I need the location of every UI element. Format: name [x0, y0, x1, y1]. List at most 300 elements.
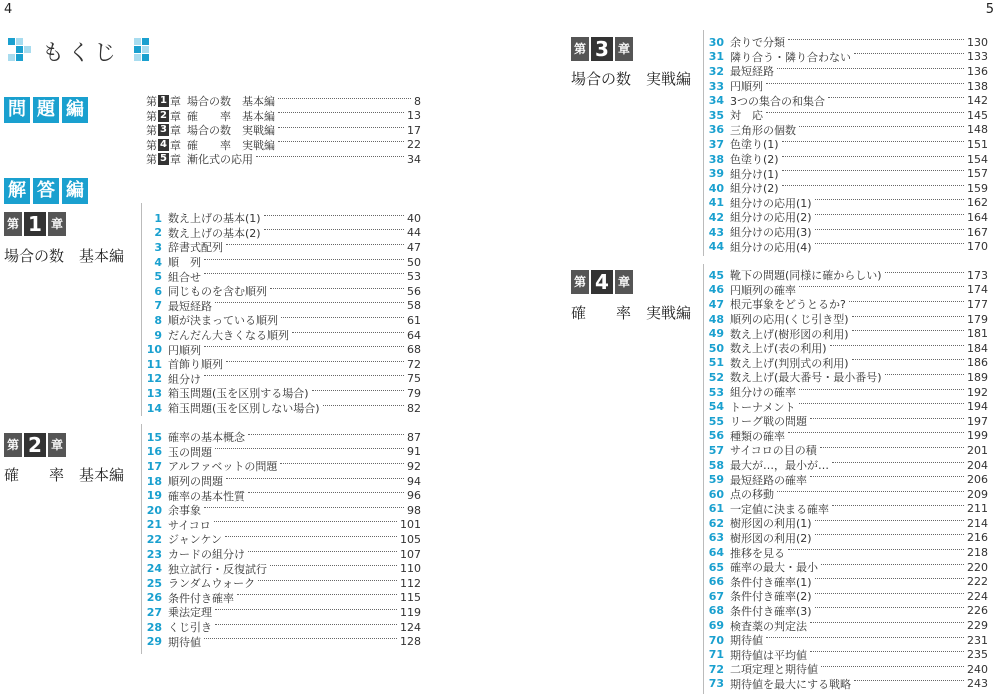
entry-number: 33	[708, 79, 724, 93]
entry-title: 場合の数 基本編	[186, 95, 275, 109]
entry-page: 58	[407, 299, 421, 313]
toc-entry[interactable]	[702, 545, 988, 560]
chapter-2-list	[140, 430, 421, 649]
entry-number: 55	[708, 414, 724, 428]
toc-entry[interactable]	[140, 547, 421, 562]
chapter-prefix: 第	[4, 433, 22, 457]
entry-title: くじ引き	[168, 621, 212, 635]
entry-number: 27	[146, 605, 162, 619]
entry-page: 154	[967, 152, 988, 166]
entry-page: 130	[967, 35, 988, 49]
chapter-prefix: 第	[571, 37, 589, 61]
entry-page: 229	[967, 619, 988, 633]
toc-entry[interactable]	[702, 560, 988, 575]
entry-page: 145	[967, 108, 988, 122]
entry-page: 50	[407, 255, 421, 269]
entry-number: 57	[708, 443, 724, 457]
toc-entry[interactable]	[702, 574, 988, 589]
leader-dots	[256, 156, 404, 157]
entry-title: 期待値	[168, 635, 201, 649]
toc-entry[interactable]	[702, 385, 988, 400]
entry-page: 201	[967, 443, 988, 457]
entry-page: 91	[407, 445, 421, 459]
chapter-suffix: 章	[615, 270, 633, 294]
toc-entry[interactable]	[140, 488, 421, 503]
toc-entry[interactable]	[140, 211, 421, 226]
chapter-suffix: 章	[48, 433, 66, 457]
entry-page: 124	[400, 620, 421, 634]
leader-dots	[815, 520, 964, 521]
entry-title: 点の移動	[730, 488, 774, 502]
leader-dots	[815, 199, 964, 200]
entry-page: 79	[407, 386, 421, 400]
entry-title: 数え上げ(判別式の利用)	[730, 356, 849, 370]
toc-entry[interactable]	[146, 138, 421, 153]
toc-entry[interactable]	[702, 589, 988, 604]
toc-entry[interactable]	[702, 531, 988, 546]
mondai-char-3: 編	[62, 97, 88, 123]
page-number-left: 4	[4, 2, 13, 17]
mondai-list	[146, 94, 421, 167]
leader-dots	[225, 536, 397, 537]
toc-entry[interactable]	[702, 283, 988, 298]
chapter-number: 4	[160, 138, 167, 150]
entry-page: 112	[400, 576, 421, 590]
entry-title: サイコロ	[168, 518, 211, 532]
leader-dots	[237, 594, 397, 595]
entry-page: 115	[400, 591, 421, 605]
chapter-prefix: 第	[571, 270, 589, 294]
entry-page: 94	[407, 474, 421, 488]
chapter-3-list	[702, 35, 988, 254]
entry-number: 19	[146, 489, 162, 503]
toc-entry[interactable]	[140, 255, 421, 270]
leader-dots	[815, 578, 964, 579]
entry-title: 三角形の個数	[730, 123, 796, 137]
toc-entry[interactable]	[702, 356, 988, 371]
entry-title: 検査薬の判定法	[730, 619, 807, 633]
entry-number: 3	[154, 240, 162, 254]
toc-entry[interactable]	[702, 502, 988, 517]
toc-entry[interactable]	[702, 137, 988, 152]
toc-entry[interactable]	[702, 341, 988, 356]
leader-dots	[215, 448, 404, 449]
entry-page: 105	[400, 532, 421, 546]
toc-entry[interactable]	[140, 313, 421, 328]
entry-title: 箱玉問題(玉を区別しない場合)	[168, 402, 320, 416]
entry-number: 46	[708, 283, 724, 297]
entry-page: 82	[407, 401, 421, 415]
mondai-char-1: 問	[4, 97, 30, 123]
entry-title: 組分けの応用(4)	[730, 240, 812, 254]
entry-title: リーグ戦の問題	[730, 415, 807, 429]
leader-dots	[312, 390, 404, 391]
entry-number: 10	[146, 343, 162, 357]
toc-entry[interactable]	[140, 372, 421, 387]
toc-entry[interactable]	[702, 239, 988, 254]
leader-dots	[828, 97, 964, 98]
leader-dots	[204, 638, 397, 639]
leader-dots	[830, 345, 964, 346]
toc-entry[interactable]	[702, 662, 988, 677]
entry-number: 23	[146, 547, 162, 561]
toc-entry[interactable]	[702, 64, 988, 79]
toc-entry[interactable]	[702, 196, 988, 211]
toc-entry[interactable]	[702, 50, 988, 65]
toc-entry[interactable]	[140, 634, 421, 649]
entry-title: 靴下の問題(同様に確からしい)	[730, 269, 882, 283]
entry-title: 推移を見る	[730, 546, 785, 560]
toc-entry[interactable]	[702, 268, 988, 283]
entry-page: 142	[967, 94, 988, 108]
leader-dots	[810, 651, 964, 652]
entry-title: カードの組分け	[168, 548, 245, 562]
toc-entry[interactable]	[702, 297, 988, 312]
chapter-number: 3	[160, 124, 167, 136]
entry-page: 209	[967, 487, 988, 501]
leader-dots	[782, 141, 964, 142]
entry-title: 種類の確率	[730, 429, 785, 443]
entry-page: 56	[407, 284, 421, 298]
entry-title: 円順列	[730, 80, 763, 94]
toc-entry[interactable]	[140, 518, 421, 533]
chapter-2-badge	[4, 433, 66, 457]
toc-entry[interactable]	[140, 284, 421, 299]
entry-page: 61	[407, 313, 421, 327]
toc-entry[interactable]	[140, 328, 421, 343]
entry-page: 192	[967, 385, 988, 399]
entry-number: 39	[708, 167, 724, 181]
entry-page: 64	[407, 328, 421, 342]
toc-entry[interactable]	[702, 633, 988, 648]
entry-number: 18	[146, 474, 162, 488]
toc-entry[interactable]	[702, 152, 988, 167]
chapter-2-name: 確 率 基本編	[4, 466, 125, 484]
entry-page: 75	[407, 372, 421, 386]
entry-page: 184	[967, 341, 988, 355]
entry-number: 35	[708, 108, 724, 122]
entry-number: 31	[708, 50, 724, 64]
entry-page: 189	[967, 370, 988, 384]
entry-page: 72	[407, 357, 421, 371]
kaitou-char-1: 解	[4, 178, 30, 204]
toc-entry[interactable]	[702, 326, 988, 341]
leader-dots	[264, 229, 404, 230]
toc-entry[interactable]	[140, 342, 421, 357]
chapter-suffix: 章	[48, 212, 66, 236]
toc-entry[interactable]	[140, 386, 421, 401]
entry-page: 173	[967, 268, 988, 282]
leader-dots	[821, 564, 964, 565]
entry-number: 12	[146, 372, 162, 386]
entry-title: 樹形図の利用(2)	[730, 531, 812, 545]
toc-entry[interactable]	[140, 401, 421, 416]
page-number-right: 5	[985, 2, 994, 17]
chapter-3-name: 場合の数 実戦編	[571, 70, 692, 88]
leader-dots	[280, 463, 404, 464]
toc-entry[interactable]	[702, 370, 988, 385]
toc-entry[interactable]	[702, 458, 988, 473]
entry-page: 138	[967, 79, 988, 93]
entry-number: 66	[708, 575, 724, 589]
entry-title: 期待値	[730, 634, 763, 648]
entry-title: 色塗り(1)	[730, 138, 779, 152]
chapter-number: 2	[160, 109, 167, 121]
entry-page: 110	[400, 562, 421, 576]
entry-page: 216	[967, 531, 988, 545]
entry-number: 34	[708, 94, 724, 108]
chapter-prefix: 第	[146, 95, 157, 109]
entry-title: 対 応	[730, 109, 763, 123]
leader-dots	[852, 359, 964, 360]
toc-entry[interactable]	[140, 226, 421, 241]
leader-dots	[215, 609, 397, 610]
toc-entry[interactable]	[702, 677, 988, 692]
toc-entry[interactable]	[702, 35, 988, 50]
entry-number: 53	[708, 385, 724, 399]
entry-number: 20	[146, 503, 162, 517]
leader-dots	[854, 680, 964, 681]
entry-number: 15	[146, 430, 162, 444]
leader-dots	[258, 580, 397, 581]
entry-title: 組分け	[168, 372, 201, 386]
chapter-number: 4	[591, 270, 613, 294]
entry-title: 隣り合う・隣り合わない	[730, 50, 851, 64]
entry-title: 3つの集合の和集合	[730, 94, 825, 108]
entry-title: ランダムウォーク	[168, 577, 256, 591]
chapter-1-list	[140, 211, 421, 415]
entry-title: 確 率 基本編	[186, 109, 275, 123]
chapter-4-name: 確 率 実戦編	[571, 304, 692, 322]
chapter-1-name: 場合の数 基本編	[4, 247, 125, 265]
toc-entry[interactable]	[146, 109, 421, 124]
toc-entry[interactable]	[140, 240, 421, 255]
entry-title: 箱玉問題(玉を区別する場合)	[168, 387, 309, 401]
toc-entry[interactable]	[140, 459, 421, 474]
entry-title: 余りで分類	[730, 36, 785, 50]
chapter-prefix: 第	[146, 124, 157, 138]
leader-dots	[278, 112, 404, 113]
entry-number: 52	[708, 370, 724, 384]
entry-page: 220	[967, 560, 988, 574]
leader-dots	[810, 622, 964, 623]
toc-entry[interactable]	[702, 123, 988, 138]
entry-page: 243	[967, 677, 988, 691]
entry-title: 最短経路	[168, 299, 212, 313]
entry-page: 206	[967, 473, 988, 487]
entry-title: 数え上げ(樹形図の利用)	[730, 327, 849, 341]
toc-entry[interactable]	[702, 472, 988, 487]
entry-title: 組分けの応用(3)	[730, 226, 812, 240]
entry-page: 218	[967, 546, 988, 560]
leader-dots	[226, 361, 404, 362]
leader-dots	[788, 549, 964, 550]
chapter-number: 1	[160, 95, 167, 107]
toc-entry[interactable]	[702, 93, 988, 108]
chapter-number: 1	[24, 212, 46, 236]
entry-number: 40	[708, 181, 724, 195]
toc-entry[interactable]	[702, 429, 988, 444]
toc-entry[interactable]	[702, 618, 988, 633]
entry-title: 順 列	[168, 256, 201, 270]
toc-entry[interactable]	[702, 108, 988, 123]
entry-title: 数え上げの基本(1)	[168, 212, 261, 226]
entry-number: 6	[154, 284, 162, 298]
entry-title: だんだん大きくなる順列	[168, 329, 289, 343]
entry-title: 順列の応用(くじ引き型)	[730, 313, 849, 327]
entry-page: 119	[400, 605, 421, 619]
leader-dots	[852, 330, 964, 331]
leader-dots	[799, 403, 964, 404]
entry-number: 17	[146, 459, 162, 473]
entry-page: 235	[967, 648, 988, 662]
entry-number: 62	[708, 516, 724, 530]
chapter-prefix: 第	[4, 212, 22, 236]
entry-page: 181	[967, 327, 988, 341]
leader-dots	[799, 389, 964, 390]
toc-entry[interactable]	[140, 299, 421, 314]
leader-dots	[782, 156, 964, 157]
chapter-4-list	[702, 268, 988, 691]
entry-title: 条件付き確率(3)	[730, 604, 812, 618]
toc-entry[interactable]	[702, 210, 988, 225]
chapter-number: 2	[24, 433, 46, 457]
entry-title: 根元事象をどうとるか?	[730, 298, 846, 312]
entry-title: 数え上げの基本(2)	[168, 226, 261, 240]
toc-entry[interactable]	[140, 269, 421, 284]
entry-title: ジャンケン	[168, 533, 223, 547]
leader-dots	[270, 565, 397, 566]
entry-number: 64	[708, 546, 724, 560]
toc-entry[interactable]	[702, 487, 988, 502]
toc-entry[interactable]	[140, 576, 421, 591]
leader-dots	[226, 478, 404, 479]
entry-page: 107	[400, 547, 421, 561]
leader-dots	[204, 259, 404, 260]
entry-page: 226	[967, 604, 988, 618]
entry-page: 92	[407, 459, 421, 473]
toc-entry[interactable]	[140, 532, 421, 547]
entry-number: 7	[154, 299, 162, 313]
toc-entry[interactable]	[702, 181, 988, 196]
leader-dots	[782, 185, 964, 186]
chapter-prefix: 第	[146, 153, 157, 167]
entry-title: 期待値を最大にする戦略	[730, 677, 851, 691]
kaitou-char-2: 答	[33, 178, 59, 204]
entry-number: 1	[154, 211, 162, 225]
entry-title: 数え上げ(最大番号・最小番号)	[730, 371, 882, 385]
leader-dots	[815, 607, 964, 608]
chapter-suffix: 章	[615, 37, 633, 61]
entry-title: 場合の数 実戦編	[186, 124, 275, 138]
entry-title: 一定値に決まる確率	[730, 502, 829, 516]
entry-title: 順列の問題	[168, 475, 223, 489]
toc-entry[interactable]	[702, 647, 988, 662]
entry-number: 43	[708, 225, 724, 239]
entry-number: 69	[708, 619, 724, 633]
toc-entry[interactable]	[702, 225, 988, 240]
chapter-number: 3	[591, 37, 613, 61]
entry-page: 214	[967, 516, 988, 530]
leader-dots	[248, 492, 404, 493]
entry-title: 確率の基本性質	[168, 489, 245, 503]
leader-dots	[815, 229, 964, 230]
leader-dots	[323, 405, 404, 406]
leader-dots	[204, 273, 404, 274]
toc-entry[interactable]	[140, 591, 421, 606]
toc-entry[interactable]	[702, 516, 988, 531]
toc-entry[interactable]	[702, 312, 988, 327]
entry-page: 199	[967, 429, 988, 443]
toc-entry[interactable]	[702, 604, 988, 619]
entry-page: 40	[407, 211, 421, 225]
entry-page: 13	[407, 109, 421, 123]
entry-number: 22	[146, 532, 162, 546]
entry-number: 13	[146, 386, 162, 400]
toc-entry[interactable]	[140, 445, 421, 460]
entry-number: 28	[146, 620, 162, 634]
leader-dots	[214, 521, 397, 522]
entry-page: 53	[407, 270, 421, 284]
entry-number: 67	[708, 589, 724, 603]
toc-entry[interactable]	[140, 561, 421, 576]
toc-entry[interactable]	[140, 474, 421, 489]
entry-number: 38	[708, 152, 724, 166]
entry-title: 漸化式の応用	[186, 153, 253, 167]
entry-number: 26	[146, 591, 162, 605]
leader-dots	[248, 434, 404, 435]
toc-entry[interactable]	[702, 414, 988, 429]
entry-number: 32	[708, 64, 724, 78]
entry-number: 14	[146, 401, 162, 415]
entry-title: 辞書式配列	[168, 241, 223, 255]
leader-dots	[832, 505, 964, 506]
toc-entry[interactable]	[702, 443, 988, 458]
toc-entry[interactable]	[140, 357, 421, 372]
entry-number: 36	[708, 123, 724, 137]
toc-entry[interactable]	[140, 620, 421, 635]
leader-dots	[204, 346, 404, 347]
toc-entry[interactable]	[146, 152, 421, 167]
toc-entry[interactable]	[140, 503, 421, 518]
leader-dots	[281, 317, 404, 318]
entry-page: 177	[967, 297, 988, 311]
leader-dots	[782, 170, 964, 171]
toc-entry[interactable]	[146, 123, 421, 138]
page-title: もくじ	[42, 41, 121, 66]
toc-entry[interactable]	[702, 166, 988, 181]
entry-number: 61	[708, 502, 724, 516]
toc-entry[interactable]	[140, 605, 421, 620]
entry-page: 136	[967, 64, 988, 78]
toc-entry[interactable]	[140, 430, 421, 445]
entry-number: 37	[708, 137, 724, 151]
entry-page: 34	[407, 152, 421, 166]
chapter-1-badge	[4, 212, 66, 236]
leader-dots	[815, 214, 964, 215]
entry-title: 乗法定理	[168, 606, 212, 620]
leader-dots	[821, 666, 964, 667]
toc-entry[interactable]	[702, 79, 988, 94]
entry-title: 組分けの応用(1)	[730, 196, 812, 210]
leader-dots	[815, 534, 964, 535]
toc-entry[interactable]	[146, 94, 421, 109]
entry-number: 4	[154, 255, 162, 269]
leader-dots	[248, 551, 397, 552]
leader-dots	[849, 301, 964, 302]
toc-entry[interactable]	[702, 399, 988, 414]
entry-title: 確率の基本概念	[168, 431, 245, 445]
